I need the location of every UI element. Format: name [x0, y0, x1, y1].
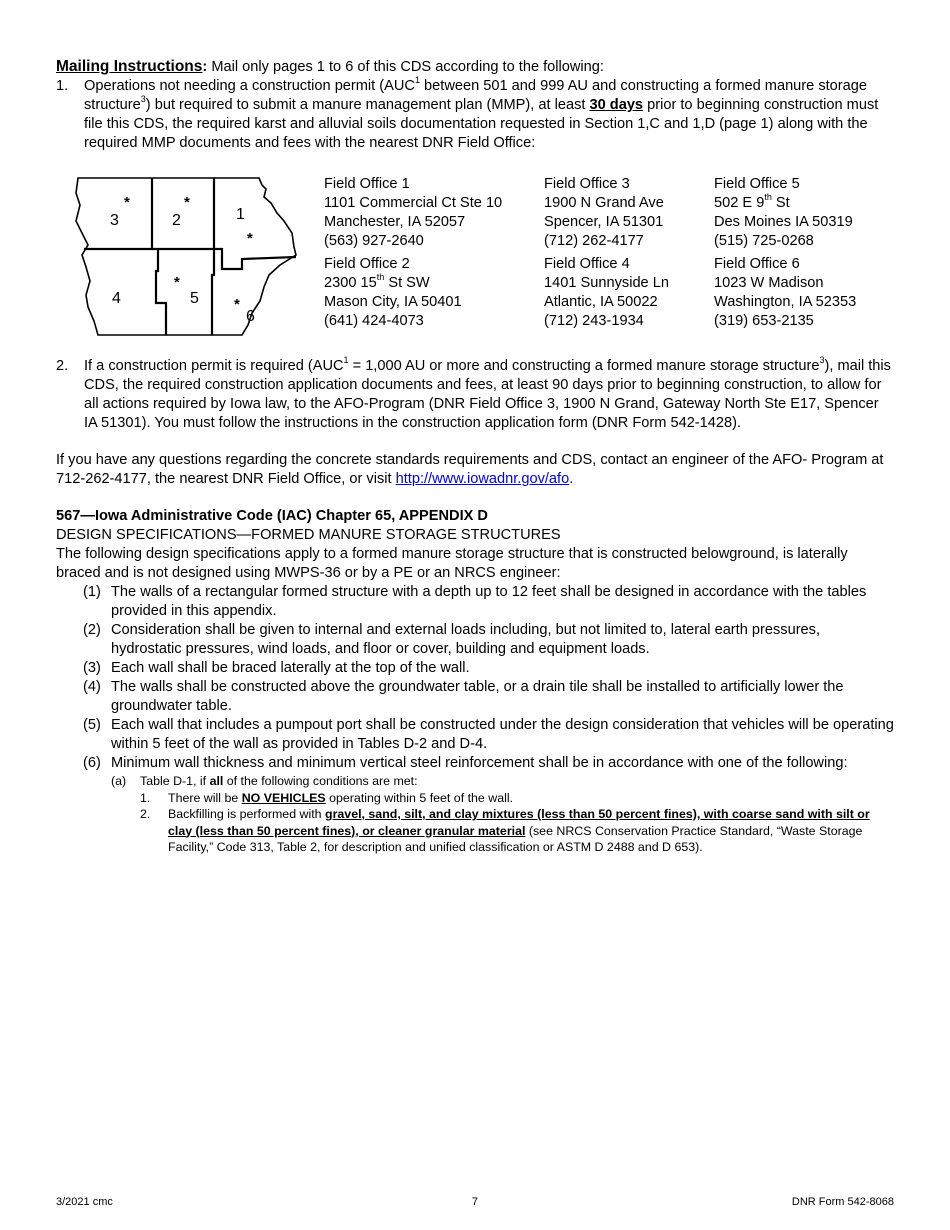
list-item [83, 716, 894, 754]
item1-text-d: prior to beginning construction must file this CDS, the required karst and alluvial soils documentation requested in Section 1,C and 1,D (page 1) along with the required MMP documents and fees with the nearest DNR Field Office: [84, 97, 879, 151]
item2-text-b: = 1,000 AU or more and constructing a formed manure storage structure [348, 358, 820, 374]
page-footer [56, 1193, 894, 1212]
ordinal-suffix: th [764, 192, 772, 203]
office-address: 1900 N Grand Ave [544, 195, 664, 211]
item1-text-c: ) but required to submit a manure management plan (MMP), at least [145, 97, 590, 113]
list-number: (1) [83, 584, 101, 600]
list-item [83, 621, 894, 659]
item-number: 1. [56, 78, 69, 94]
sub-number: (a) [111, 774, 127, 788]
item-text [84, 77, 894, 153]
office-marker: * [174, 274, 180, 291]
condition-bold: NO VEHICLES [241, 790, 326, 805]
list-text: Consideration shall be given to internal and external loads including, but not limited to, lateral earth pressures, hydrostatic pressures, wind loads, and floor or cover, building and equipment loads. [111, 622, 821, 657]
office-marker: * [124, 194, 130, 211]
office-address: 1023 W Madison [714, 275, 824, 291]
sub-item-a [111, 773, 894, 790]
appendix-subtitle: DESIGN SPECIFICATIONS—FORMED MANURE STORAGE STRUCTURES [56, 527, 561, 543]
field-office-3 [544, 175, 714, 251]
condition-text [168, 806, 894, 856]
office-marker: * [234, 296, 240, 313]
appendix-title-text: 567—Iowa Administrative Code (IAC) Chapter 65, APPENDIX D [56, 508, 488, 524]
list-item [83, 678, 894, 716]
condition-text-b: operating within 5 feet of the wall. [325, 790, 514, 805]
office-column [544, 175, 714, 337]
appendix-list [83, 583, 894, 773]
item-number: 2. [56, 358, 69, 374]
mailing-intro [56, 57, 894, 77]
field-office-5 [714, 175, 934, 251]
office-marker: * [247, 230, 253, 247]
form-number: DNR Form 542-8068 [791, 1196, 894, 1208]
sub-text-a: Table D-1, if [140, 774, 210, 788]
questions-paragraph [56, 451, 894, 489]
condition-text-a: Backfilling is performed with [168, 807, 326, 821]
footer-date: 3/2021 cmc [56, 1196, 113, 1208]
field-office-2 [324, 255, 544, 331]
footnote-ref: 1 [343, 355, 349, 366]
item2-text-c: ), mail this CDS, the required construction application documents and fees, at least 90 days prior to beginning construction, to allow for all actions required by Iowa law, to the AFO-Program (DNR Field Office 3, 1900 N Grand, Gateway North Ste E17, Spencer IA 51301). You must follow the instructions in the construction application form (DNR Form 542-1428). [84, 358, 891, 431]
list-item [83, 659, 894, 678]
list-number: (2) [83, 622, 101, 638]
appendix-intro: The following design specifications apply to a formed manure storage structure that is constructed belowground, is laterally braced and is not designed using MWPS-36 or by a PE or an NRCS engineer: [56, 546, 848, 581]
list-number: (3) [83, 660, 101, 676]
region-border [214, 249, 296, 269]
office-phone: (515) 725-0268 [714, 233, 814, 249]
map-region-label: 2 [172, 212, 181, 229]
condition-1 [140, 790, 894, 807]
list-text: Minimum wall thickness and minimum vertical steel reinforcement shall be in accordance with one of the following: [111, 755, 848, 771]
list-text: The walls shall be constructed above the groundwater table, or a drain tile shall be installed to artificially lower the groundwater table. [111, 679, 844, 714]
mailing-item-2 [56, 357, 894, 433]
list-number: (5) [83, 717, 101, 733]
footnote-ref: 3 [819, 355, 825, 366]
mailing-item-1 [56, 77, 894, 153]
afo-program-link[interactable]: http://www.iowadnr.gov/afo [395, 471, 570, 487]
item1-text-a: Operations not needing a construction permit (AUC [84, 78, 415, 94]
list-text: Each wall that includes a pumpout port shall be constructed under the design consideration that vehicles will be operating within 5 feet of the wall as provided in Tables D-2 and D-4. [111, 717, 894, 752]
office-city: Manchester, IA 52057 [324, 214, 466, 230]
office-city: Des Moines IA 50319 [714, 214, 853, 230]
office-column [714, 175, 934, 337]
condition-2 [140, 806, 894, 856]
sub-bold: all [209, 774, 224, 788]
office-name: Field Office 3 [544, 176, 630, 192]
office-address: 1401 Sunnyside Ln [544, 275, 669, 291]
map-region-label: 4 [112, 290, 121, 307]
condition-number: 1. [140, 790, 151, 805]
questions-end: . [569, 471, 574, 487]
office-name: Field Office 6 [714, 256, 800, 272]
office-phone: (563) 927-2640 [324, 233, 424, 249]
list-text: The walls of a rectangular formed structure with a depth up to 12 feet shall be designed in accordance with the tables provided in this appendix. [111, 584, 867, 619]
region-border [212, 249, 214, 335]
item1-text-b: between 501 and 999 AU and constructing a formed manure storage structure [84, 78, 868, 113]
office-phone: (712) 243-1934 [544, 313, 644, 329]
list-number: (4) [83, 679, 101, 695]
office-phone: (712) 262-4177 [544, 233, 644, 249]
condition-text [168, 790, 894, 807]
condition-text-a: There will be [168, 790, 242, 805]
office-phone: (319) 653-2135 [714, 313, 814, 329]
map-region-label: 5 [190, 290, 199, 307]
mailing-heading: Mailing Instructions [56, 58, 203, 75]
appendix-title [56, 507, 894, 526]
sub-text-b: of the following conditions are met: [223, 774, 418, 788]
list-text: Each wall shall be braced laterally at the top of the wall. [111, 660, 470, 676]
questions-text: If you have any questions regarding the concrete standards requirements and CDS, contact an engineer of the AFO- Program at 712-262-4177, the nearest DNR Field Office, or visit [56, 452, 884, 487]
condition-number: 2. [140, 807, 151, 821]
office-marker: * [184, 194, 190, 211]
office-city: Washington, IA 52353 [714, 294, 857, 310]
item-text [84, 357, 894, 433]
office-column [324, 175, 544, 337]
condition-bold: gravel, sand, silt, and clay mixtures (less than 50 percent fines), with coarse sand with silt or clay (less than 50 percent fines), or cleaner granular material [168, 807, 870, 838]
address-part: St [771, 195, 790, 211]
address-part: 502 E 9 [714, 195, 765, 211]
office-name: Field Office 1 [324, 176, 410, 192]
page-number: 7 [471, 1196, 479, 1208]
office-address [324, 274, 544, 293]
item1-bold-days: 30 days [589, 97, 644, 113]
page-content [56, 57, 894, 856]
address-part: St SW [384, 275, 430, 291]
mailing-intro-text: Mail only pages 1 to 6 of this CDS according to the following: [207, 59, 604, 75]
field-office-1 [324, 175, 544, 251]
item2-text-a: If a construction permit is required (AUC [84, 358, 344, 374]
address-part: 2300 15 [324, 275, 377, 291]
list-item [83, 754, 894, 773]
map-region-label: 6 [246, 308, 255, 325]
region-border [156, 249, 166, 335]
office-columns [324, 175, 934, 337]
list-item [83, 583, 894, 621]
list-number: (6) [83, 755, 101, 771]
office-name: Field Office 5 [714, 176, 800, 192]
footnote-ref: 1 [414, 75, 420, 86]
field-office-6 [714, 255, 934, 331]
office-phone: (641) 424-4073 [324, 313, 424, 329]
field-offices-section [56, 175, 894, 337]
ordinal-suffix: th [376, 272, 385, 283]
region-border [152, 178, 214, 249]
office-city: Spencer, IA 51301 [544, 214, 664, 230]
footnote-ref: 3 [140, 94, 146, 105]
office-name: Field Office 4 [544, 256, 630, 272]
map-region-label: 3 [110, 212, 119, 229]
office-address: 1101 Commercial Ct Ste 10 [324, 195, 503, 211]
office-city: Atlantic, IA 50022 [544, 294, 658, 310]
iowa-field-office-map [74, 175, 314, 337]
sub-text [140, 773, 418, 790]
condition-text-b: (see NRCS Conservation Practice Standard, “Waste Storage Facility,” Code 313, Table 2, for description and unified classification or ASTM D 2488 and D 653). [168, 823, 863, 854]
field-office-4 [544, 255, 714, 331]
office-city: Mason City, IA 50401 [324, 294, 462, 310]
mailing-colon: : [202, 59, 208, 75]
map-region-label: 1 [236, 206, 245, 223]
office-address [714, 194, 934, 213]
office-name: Field Office 2 [324, 256, 410, 272]
